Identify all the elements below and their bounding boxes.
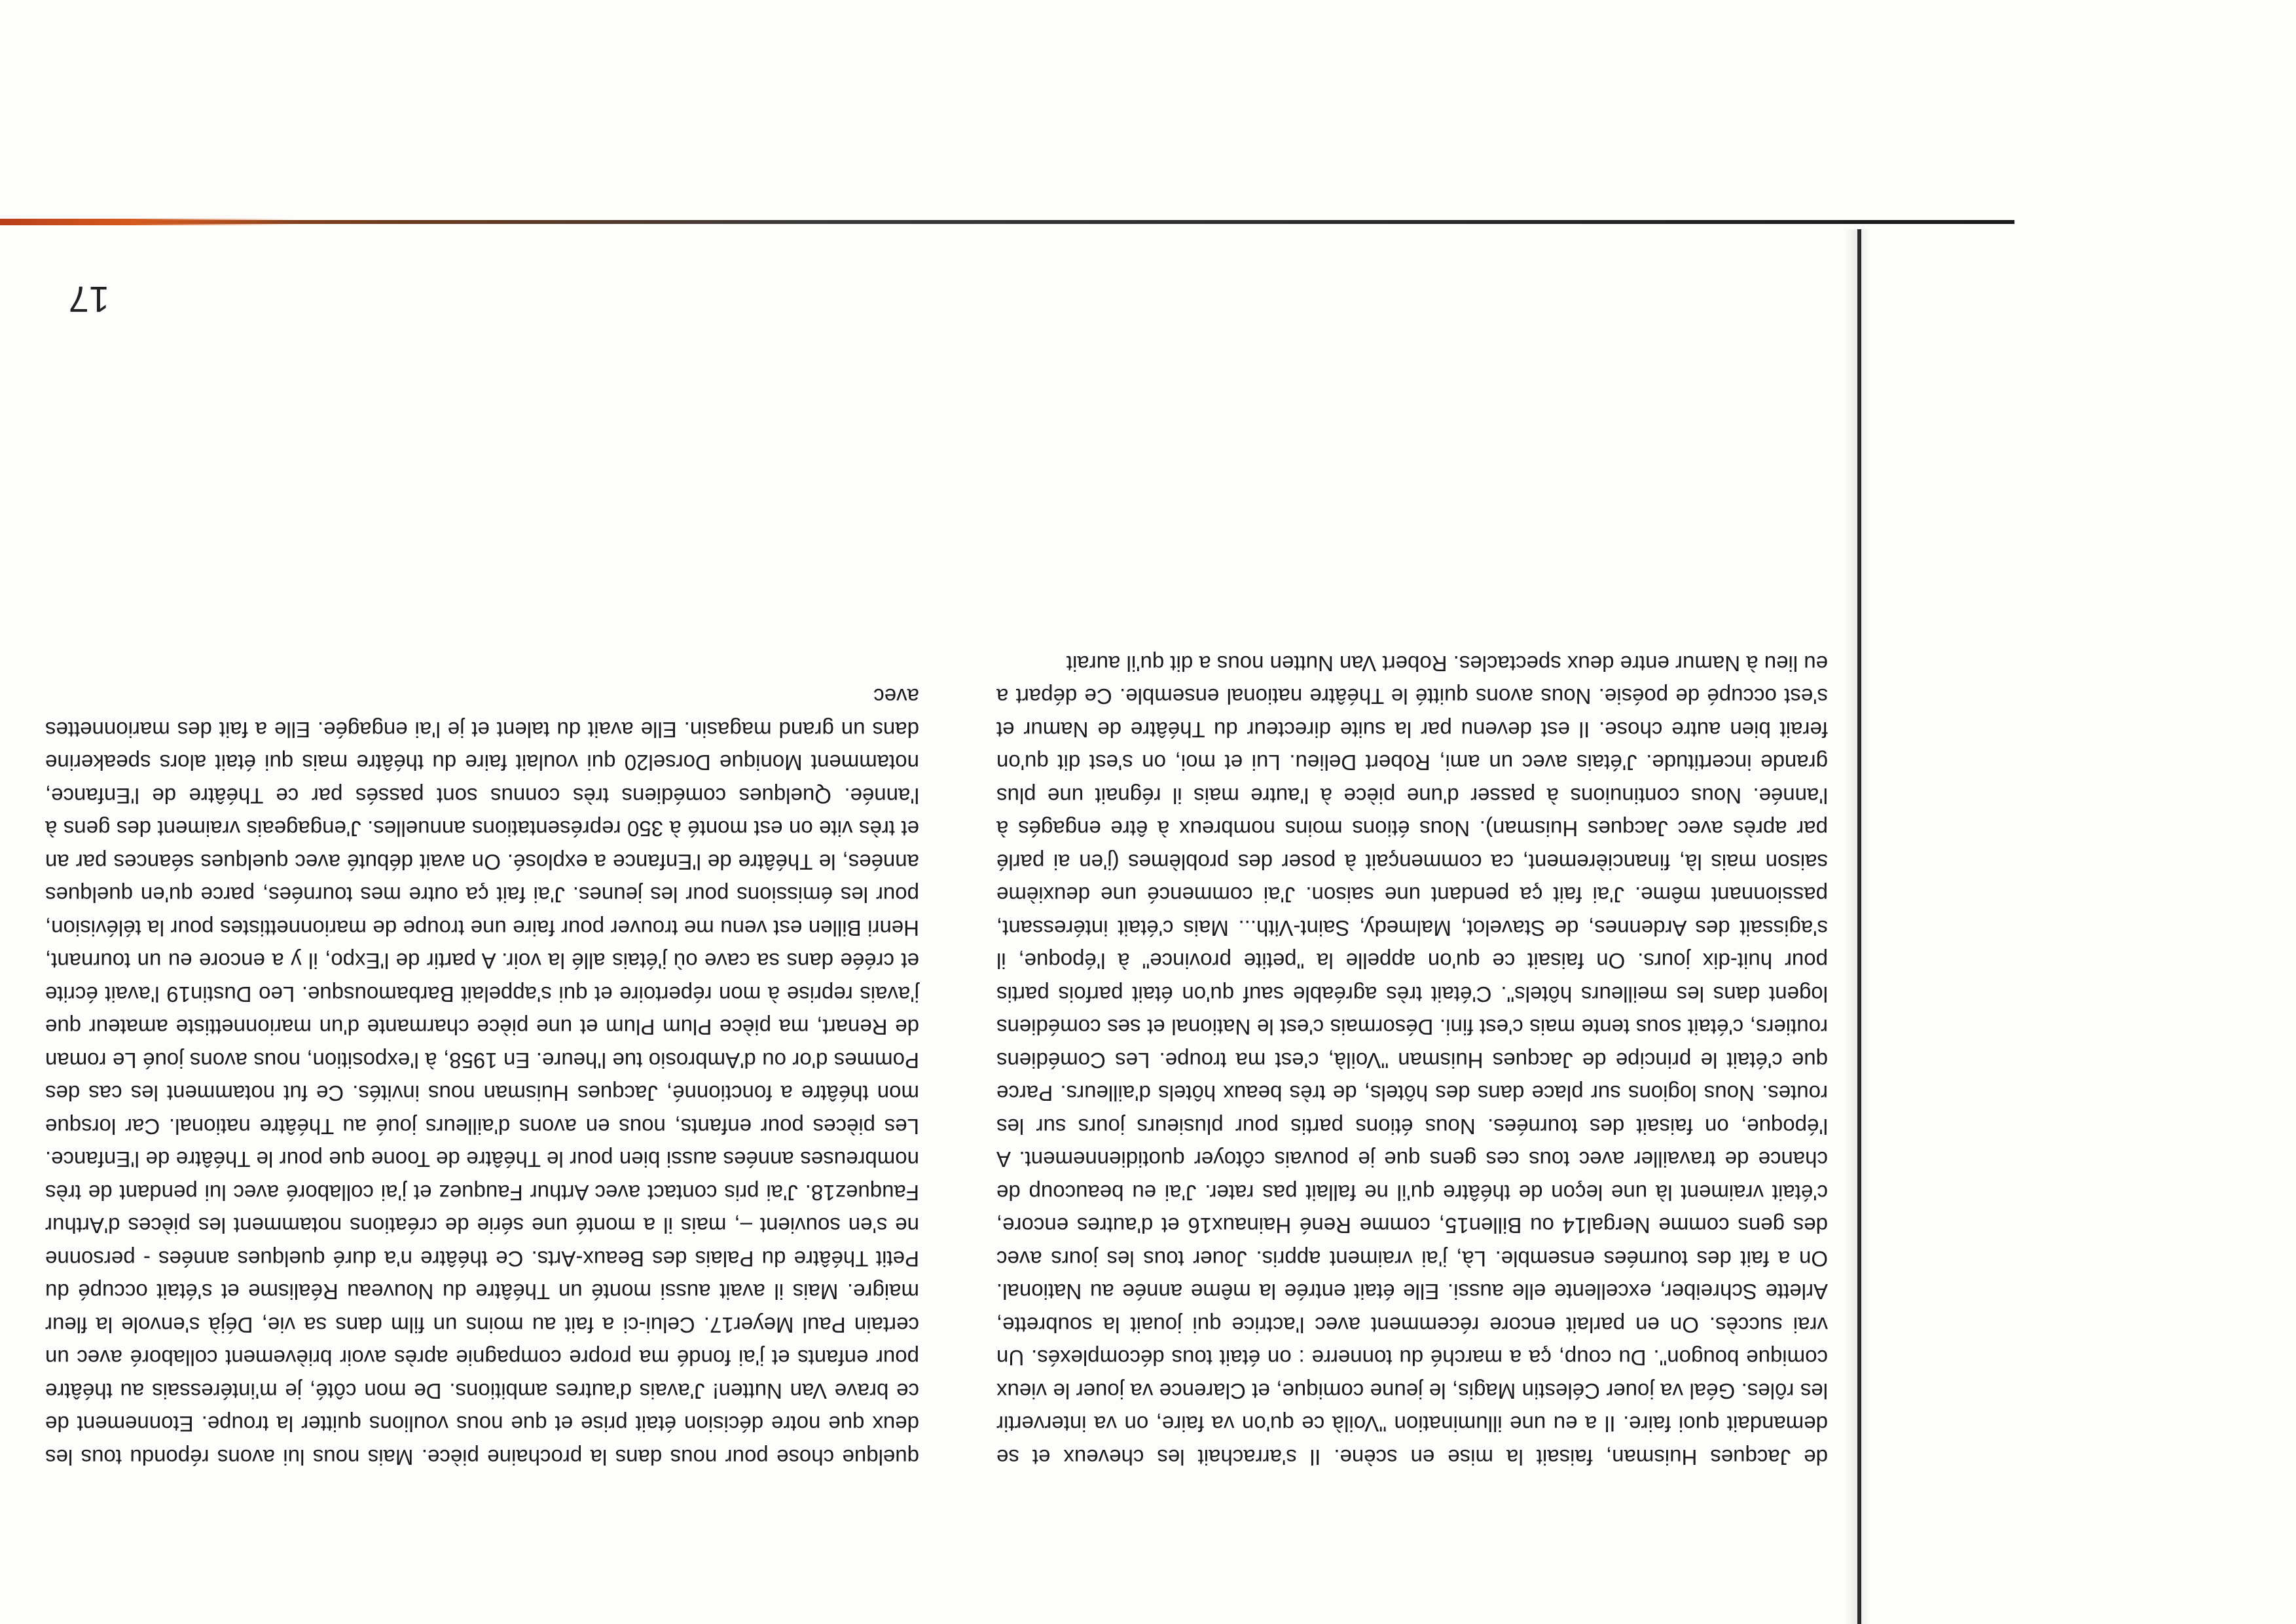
right-column-paragraph: quelque chose pour nous dans la prochaine pièce. Mais nous lui avons répondu tous les deux que notre décision était prise et que nous voulions quitter la troupe. Etonnement de ce brave Van Nutten! J'avais d'autres ambitions. De mon côté, je m'intéressais au théâtre pour enfants et j'ai fondé ma propre compagnie après avoir brièvement collaboré avec un certain Paul Meyer17. Celui-ci a fait au moins un film dans sa vie, Déjà s'envole la fleur maigre. Mais il avait aussi monté un Théâtre du Nouveau Réalisme et s'était occupé du Petit Théâtre du Palais des Beaux-Arts. Ce théâtre n'a duré quelques années - personne ne s'en souvient –, mais il a monté une série de créations notamment les pièces d'Arthur Fauquez18. J'ai pris contact avec Arthur Fauquez et j'ai collaboré avec lui pendant de très nombreuses années aussi bien pour le Théâtre de Toone que pour le Théâtre de l'Enfance. Les pièces pour enfants, nous en avons d'ailleurs joué au Théâtre national. Car lorsque mon théâtre a fonctionné, Jacques Huisman nous invités. Ce fut notamment les cas des Pommes d'or ou d'Ambrosio tue l'heure. En 1958, à l'exposition, nous avons joué Le roman de Renart, ma pièce Plum Plum et une pièce charmante d'un marionnettiste amateur que j'avais reprise à mon répertoire et qui s'appelait Barbamousque. Leo Dustin19 l'avait écrite et créée dans sa cave où j'étais allé la voir. A partir de l'Expo, il y a encore eu un tournant, Henri Billen est venu me trouver pour faire une troupe de marionnettistes pour la télévision, pour les émissions pour les jeunes. J'ai fait ça outre mes tournées, parce qu'en quelques années, le Théâtre de l'Enfance a explosé. On avait débuté avec quelques séances par an et très vite on est monté à 350 représentations annuelles. J'engageais vraiment des gens à l'année. Quelques comédiens très connus sont passés par ce Théâtre de l'Enfance, notamment Monique Dorsel20 qui voulait faire du théâtre mais qui était alors speakerine dans un grand magasin. Elle avait du talent et je l'ai engagée. Elle a fait des marionnettes avec	[45, 684, 919, 1469]
right-text-column	[45, 680, 919, 1473]
left-text-column	[996, 647, 1828, 1474]
left-column-paragraph: de Jacques Huisman, faisait la mise en scène. Il s'arrachait les cheveux et se demandait quoi faire. Il a eu une illumination "Voilà ce qu'on va faire, on va intervertir les rôles. Géal va jouer Célestin Magis, le jeune comique, et Clarence va jouer le vieux comique bougon". Du coup, ça a marché du tonnerre : on était tous décomplexés. Un vrai succès. On en parlait encore récemment avec l'actrice qui jouait la soubrette, Arlette Schreiber, excellente elle aussi. Elle était entrée la même année au National. On a fait des tournées ensemble. Là, j'ai vraiment appris. Jouer tous les jours avec des gens comme Nergal14 ou Billen15, comme René Hainaux16 et d'autres encore, c'était vraiment là une leçon de théâtre qu'il ne fallait pas rater. J'ai eu beaucoup de chance de travailler avec tous ces gens que je pouvais côtoyer quotidiennement. A l'époque, on faisait des tournées. Nous étions partis pour plusieurs jours sur les routes. Nous logions sur place dans des hôtels, de très beaux hôtels d'ailleurs. Parce que c'était le principe de Jacques Huisman "Voilà, c'est ma troupe. Les Comédiens routiers, c'était sous tente mais c'est fini. Désormais c'est le National et ses comédiens logent dans les meilleurs hôtels". C'était très agréable sauf qu'on était parfois partis pour huit-dix jours. On faisait ce qu'on appelle la "petite province" à l'époque, il s'agissait des Ardennes, de Stavelot, Malmedy, Saint-Vith... Mais c'était intéressant, passionnant même. J'ai fait ça pendant une saison. J'ai commencé une deuxième saison mais là, financièrement, ca commençait à poser des problèmes (j'en ai parlé par après avec Jacques Huisman). Nous étions moins nombreux à être engagés à l'année. Nous continuions à passer d'une pièce à l'autre mais il régnait une plus grande incertitude. J'étais avec un ami, Robert Delieu. Lui et moi, on s'est dit qu'on ferait bien autre chose. Il est devenu par la suite directeur du Théâtre de Namur et s'est occupé de poésie. Nous avons quitté le Théâtre national ensemble. Ce départ a eu lieu à Namur entre deux spectacles. Robert Van Nutten nous a dit qu'il aurait	[996, 652, 1828, 1469]
binding-gutter-line	[1857, 229, 1861, 1624]
page-edge-cover-strip	[0, 219, 293, 225]
page-number: 17	[68, 279, 109, 320]
page-bottom-edge	[0, 220, 2014, 224]
